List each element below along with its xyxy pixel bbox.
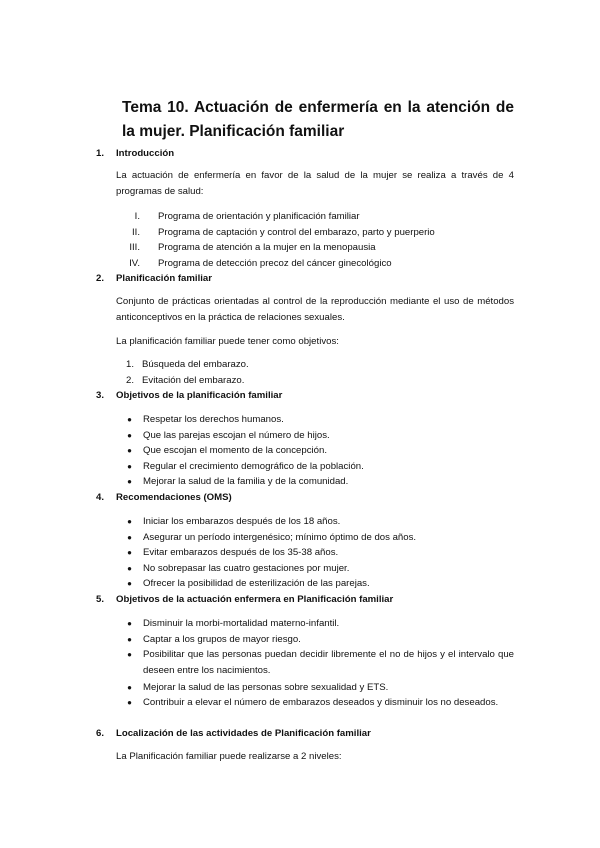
bullet-icon: ●: [127, 548, 132, 557]
section-intro: Conjunto de prácticas orientadas al control de la reproducción mediante el uso de métodos anticonceptivos en la práctica de relaciones sexuales.: [116, 296, 514, 323]
bullet-icon: ●: [127, 477, 132, 486]
list-marker: I.: [134, 211, 140, 222]
list-item-text: Posibilitar que las personas puedan decidir libremente el no de hijos y el intervalo que deseen entre los nacimientos.: [143, 649, 514, 676]
list-item-text: Búsqueda del embarazo.: [142, 359, 249, 370]
section-title: Objetivos de la planificación familiar: [116, 390, 283, 401]
section-intro: La Planificación familiar puede realizarse a 2 niveles:: [116, 751, 342, 762]
section-number: 6.: [96, 728, 105, 739]
bullet-icon: ●: [127, 415, 132, 424]
list-item-text: Evitar embarazos después de los 35-38 años.: [143, 547, 339, 558]
list-item-text: Asegurar un período intergenésico; mínimo óptimo de dos años.: [143, 532, 417, 543]
bullet-icon: ●: [127, 564, 132, 573]
list-item-text: Evitación del embarazo.: [142, 375, 245, 386]
section-heading-3: [96, 389, 282, 403]
section-heading-1: [96, 147, 174, 161]
list-item-text: Que las parejas escojan el número de hijos.: [143, 430, 330, 441]
list-marker: III.: [129, 242, 140, 253]
section-number: 1.: [96, 148, 105, 159]
bullet-icon: ●: [127, 579, 132, 588]
list-marker: 2.: [125, 375, 134, 386]
section-title: Objetivos de la actuación enfermera en Planificación familiar: [116, 594, 394, 605]
list-marker: II.: [132, 227, 140, 238]
list-item-text: Mejorar la salud de las personas sobre sexualidad y ETS.: [143, 682, 389, 693]
section-title: Localización de las actividades de Planificación familiar: [116, 728, 371, 739]
bullet-icon: ●: [127, 462, 132, 471]
list-item-text: Iniciar los embarazos después de los 18 años.: [143, 516, 341, 527]
list-item-text: Programa de orientación y planificación familiar: [158, 211, 360, 222]
list-item-text: Ofrecer la posibilidad de esterilización de las parejas.: [143, 578, 370, 589]
bullet-icon: ●: [127, 533, 132, 542]
list-item-text: Mejorar la salud de la familia y de la comunidad.: [143, 476, 349, 487]
list-item-text: Respetar los derechos humanos.: [143, 414, 284, 425]
section-heading-5: [96, 593, 393, 607]
bullet-icon: ●: [127, 698, 132, 707]
list-item-text: Captar a los grupos de mayor riesgo.: [143, 634, 301, 645]
list-item-text: Programa de detección precoz del cáncer ginecológico: [158, 258, 392, 269]
section-title: Recomendaciones (OMS): [116, 492, 232, 503]
section-number: 5.: [96, 594, 105, 605]
section-heading-4: [96, 491, 232, 505]
bullet-icon: ●: [127, 619, 132, 628]
bullet-icon: ●: [127, 431, 132, 440]
list-item-text: Disminuir la morbi-mortalidad materno-infantil.: [143, 618, 340, 629]
bullet-icon: ●: [127, 517, 132, 526]
bullet-icon: ●: [127, 446, 132, 455]
section-heading-2: [96, 272, 212, 286]
list-item-text: Contribuir a elevar el número de embarazos deseados y disminuir los no deseados.: [143, 697, 499, 708]
section-intro-2: La planificación familiar puede tener como objetivos:: [116, 336, 339, 347]
section-title: Introducción: [116, 148, 175, 159]
section-heading-6: [96, 727, 371, 741]
section-number: 2.: [96, 273, 105, 284]
list-item-text: Que escojan el momento de la concepción.: [143, 445, 327, 456]
section-title: Planificación familiar: [116, 273, 212, 284]
list-marker: 1.: [125, 359, 134, 370]
bullet-icon: ●: [127, 635, 132, 644]
list-item-text: Programa de atención a la mujer en la menopausia: [158, 242, 376, 253]
bullet-icon: ●: [127, 683, 132, 692]
section-intro: La actuación de enfermería en favor de la salud de la mujer se realiza a través de 4 programas de salud:: [116, 170, 514, 197]
list-item-text: Programa de captación y control del embarazo, parto y puerperio: [158, 227, 435, 238]
list-marker: IV.: [129, 258, 140, 269]
bullet-icon: ●: [127, 650, 132, 659]
page-title: Tema 10. Actuación de enfermería en la atención de la mujer. Planificación familiar: [122, 99, 514, 140]
list-item-text: Regular el crecimiento demográfico de la población.: [143, 461, 364, 472]
list-item-text: No sobrepasar las cuatro gestaciones por mujer.: [143, 563, 350, 574]
section-number: 4.: [96, 492, 105, 503]
section-number: 3.: [96, 390, 105, 401]
